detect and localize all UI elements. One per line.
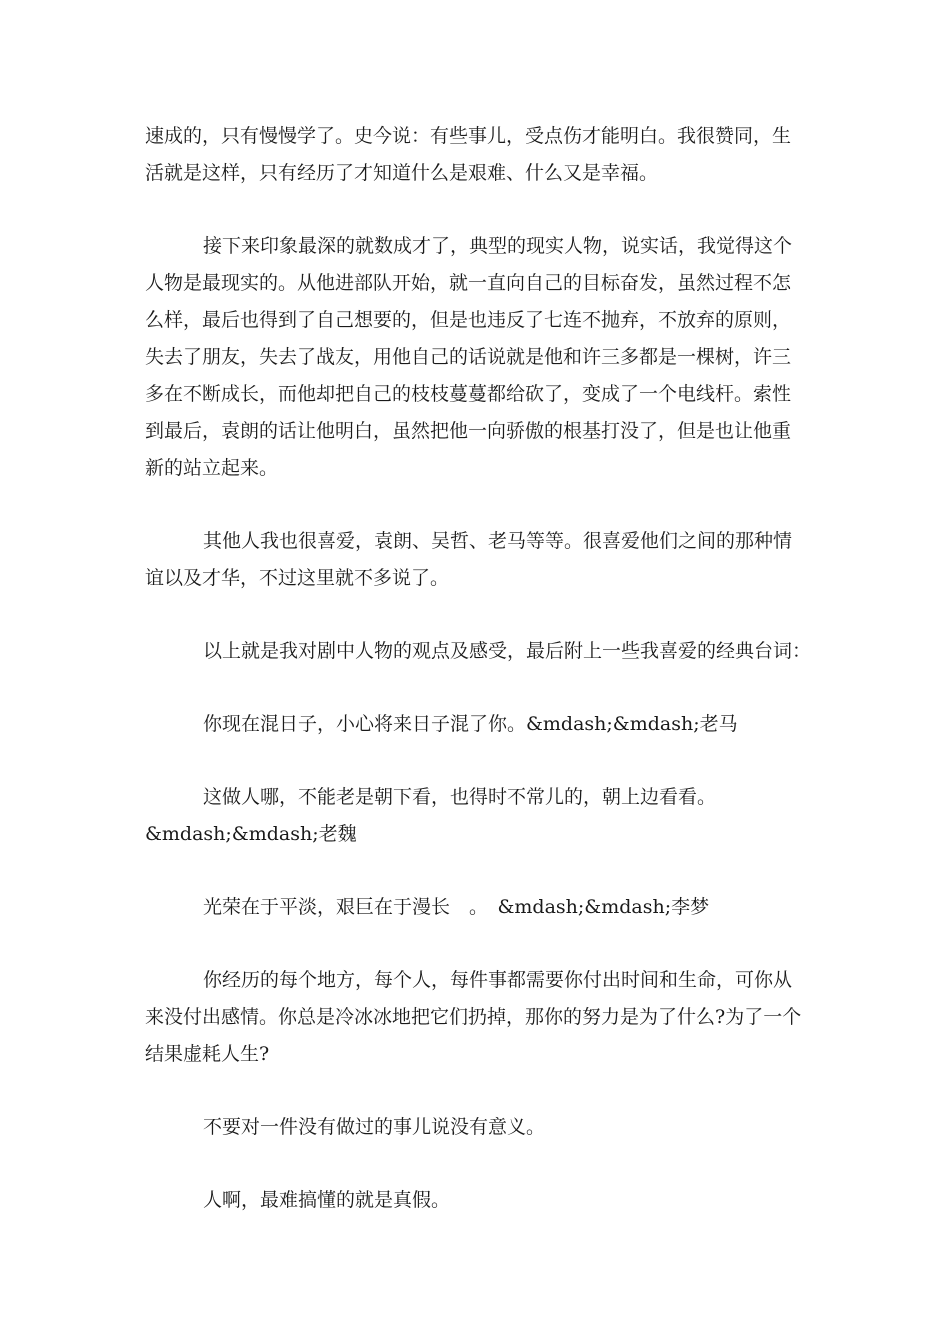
paragraph-1	[145, 118, 810, 192]
quote-2	[145, 779, 810, 853]
text-line: 结果虚耗人生?	[145, 1043, 270, 1065]
text-line: 人物是最现实的。从他进部队开始，就一直向自己的目标奋发，虽然过程不怎	[145, 272, 792, 294]
text-line: 到最后，袁朗的话让他明白，虽然把他一向骄傲的根基打没了，但是也让他重	[145, 420, 792, 442]
text-line: &mdash;&mdash;老魏	[145, 823, 357, 845]
text-line: 速成的，只有慢慢学了。史今说：有些事儿，受点伤才能明白。我很赞同，生	[145, 125, 792, 147]
text-line: 这做人哪，不能老是朝下看，也得时不常儿的，朝上边看看。	[203, 786, 717, 808]
text-line: 新的站立起来。	[145, 457, 279, 479]
document-page	[145, 118, 810, 1255]
quote-6	[145, 1182, 810, 1219]
text-line: 光荣在于平淡，艰巨在于漫长 。 &mdash;&mdash;李梦	[203, 896, 710, 918]
text-line: 失去了朋友，失去了战友，用他自己的话说就是他和许三多都是一棵树，许三	[145, 346, 792, 368]
text-line: 你经历的每个地方，每个人，每件事都需要你付出时间和生命，可你从	[203, 969, 793, 991]
quote-3	[145, 889, 810, 926]
paragraph-2	[145, 228, 810, 487]
text-line: 么样，最后也得到了自己想要的，但是也违反了七连不抛弃，不放弃的原则，	[145, 309, 792, 331]
text-line: 活就是这样，只有经历了才知道什么是艰难、什么又是幸福。	[145, 162, 659, 184]
text-line: 其他人我也很喜爱，袁朗、吴哲、老马等等。很喜爱他们之间的那种情	[203, 530, 793, 552]
quote-4	[145, 962, 810, 1073]
text-line: 多在不断成长，而他却把自己的枝枝蔓蔓都给砍了，变成了一个电线杆。索性	[145, 383, 792, 405]
paragraph-3	[145, 523, 810, 597]
paragraph-4	[145, 633, 810, 670]
text-line: 接下来印象最深的就数成才了，典型的现实人物，说实话，我觉得这个	[203, 235, 793, 257]
quote-5	[145, 1109, 810, 1146]
text-line: 你现在混日子，小心将来日子混了你。&mdash;&mdash;老马	[203, 713, 738, 735]
text-line: 谊以及才华，不过这里就不多说了。	[145, 567, 450, 589]
text-line: 来没付出感情。你总是冷冰冰地把它们扔掉，那你的努力是为了什么?为了一个	[145, 1006, 802, 1028]
text-line: 人啊，最难搞懂的就是真假。	[203, 1189, 451, 1211]
text-line: 不要对一件没有做过的事儿说没有意义。	[203, 1116, 546, 1138]
text-line: 以上就是我对剧中人物的观点及感受，最后附上一些我喜爱的经典台词：	[203, 640, 812, 662]
quote-1	[145, 706, 810, 743]
